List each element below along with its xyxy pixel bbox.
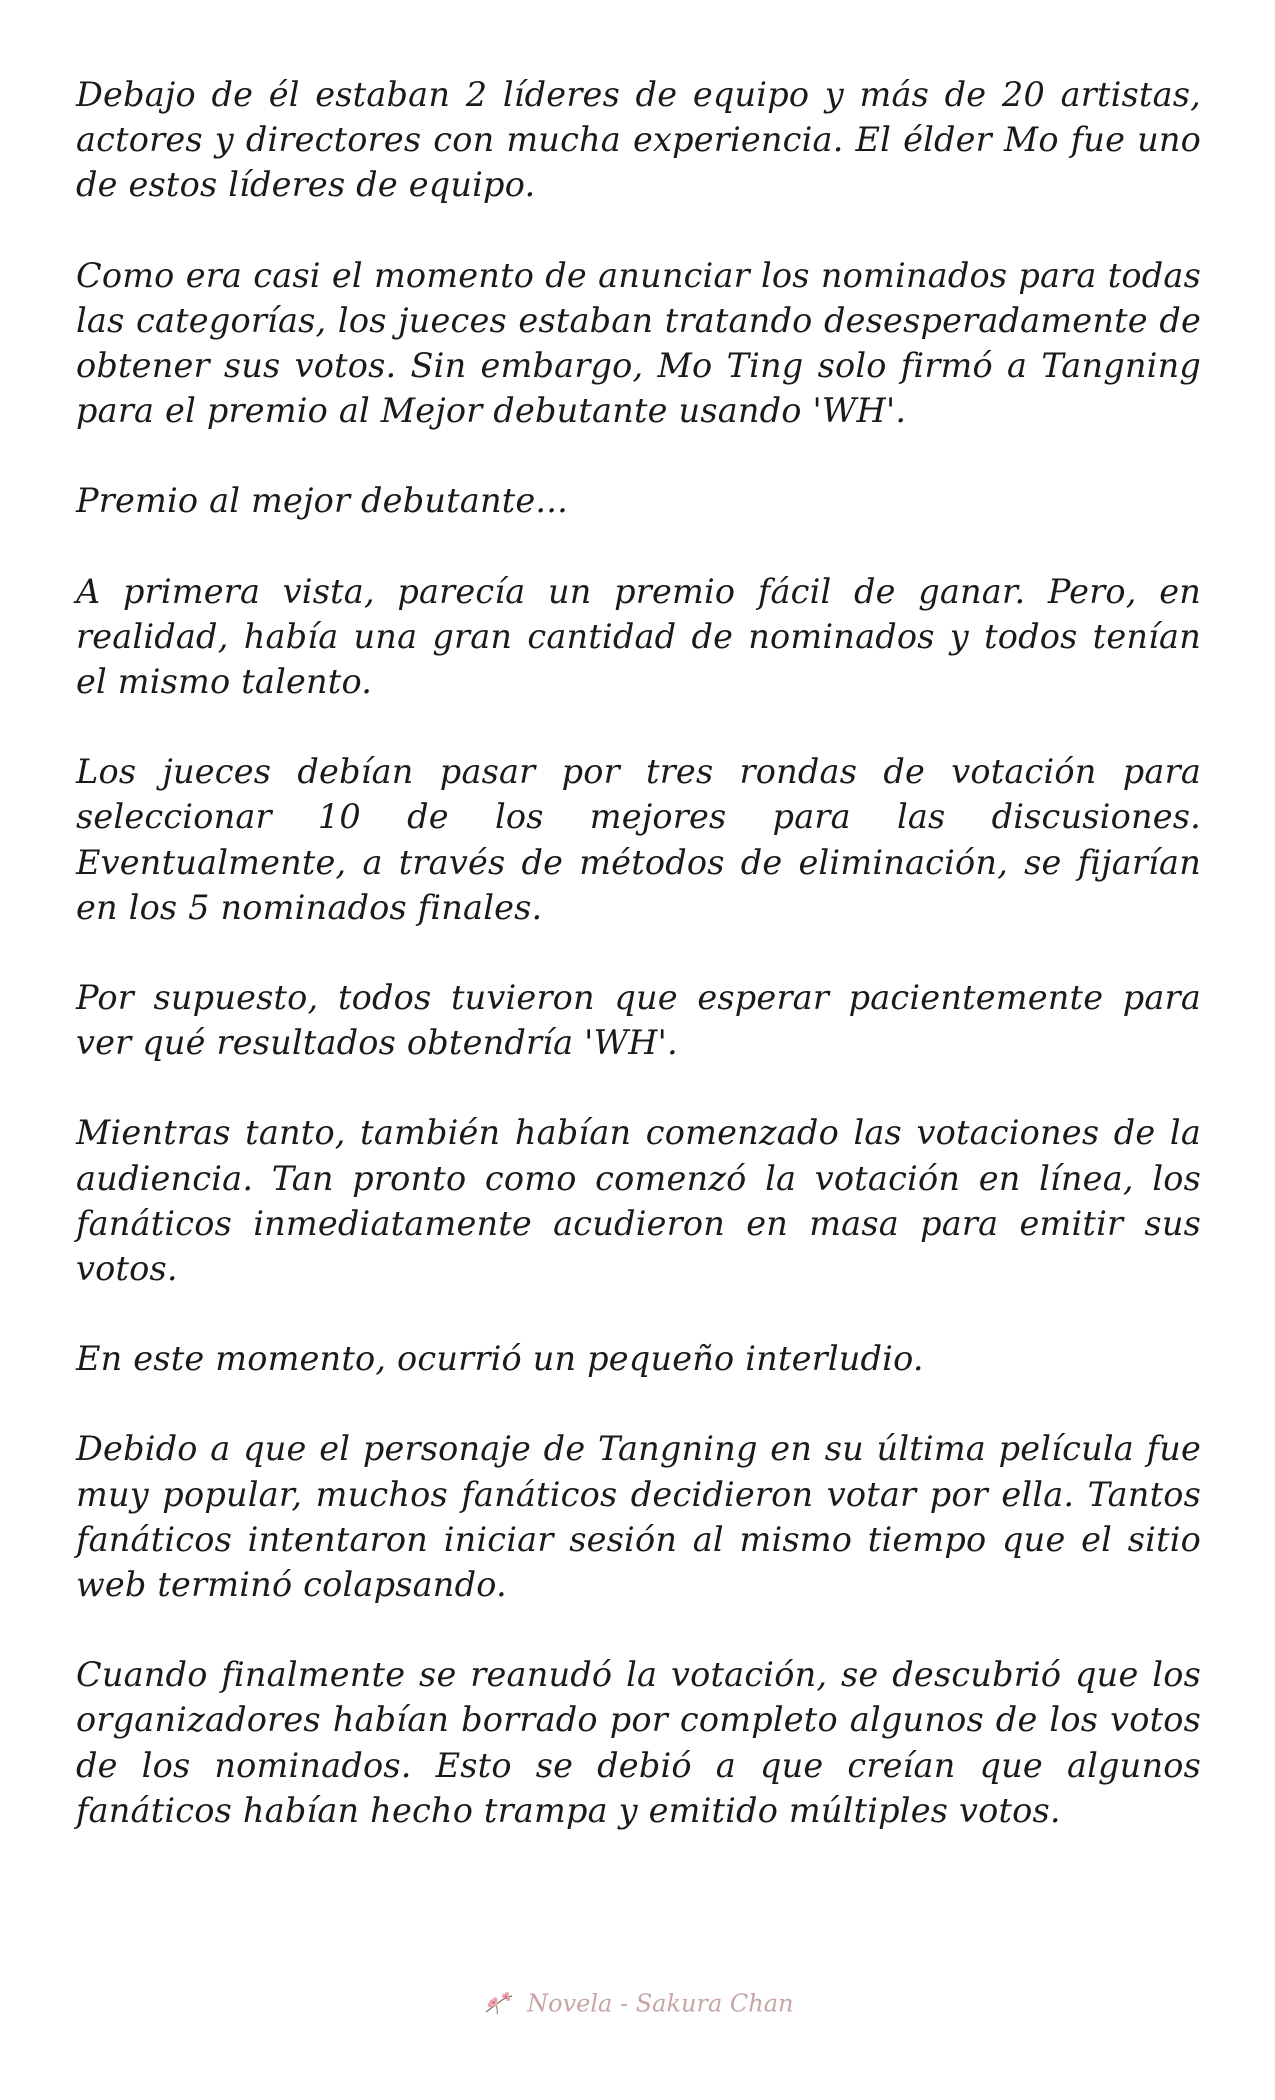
paragraph: Debido a que el personaje de Tangning en su última película fue muy popular, muchos fanáticos decidieron votar por ella. Tantos fanáticos intentaron iniciar sesión al mismo tiempo que el sitio web terminó colapsando. (76, 1429, 1201, 1605)
paragraph: Debajo de él estaban 2 líderes de equipo y más de 20 artistas, actores y directores con mucha experiencia. El élder Mo fue uno de estos líderes de equipo. (76, 75, 1201, 205)
chapter-text (76, 72, 1201, 1878)
watermark-text: Novela - Sakura Chan (527, 1989, 794, 2018)
paragraph: Premio al mejor debutante... (76, 481, 568, 521)
paragraph: Los jueces debían pasar por tres rondas de votación para seleccionar 10 de los mejores para las discusiones. Eventualmente, a través de métodos de eliminación, se fijarían en los 5 nominados finales. (76, 752, 1201, 927)
paragraph: Mientras tanto, también habían comenzado las votaciones de la audiencia. Tan pronto como comenzó la votación en línea, los fanáticos inmediatamente acudieron en masa para emitir sus votos. (76, 1113, 1201, 1289)
paragraph: A primera vista, parecía un premio fácil de ganar. Pero, en realidad, había una gran cantidad de nominados y todos tenían el mismo talento. (76, 571, 1201, 702)
sakura-flower-icon (482, 1990, 516, 2018)
paragraph: En este momento, ocurrió un pequeño interludio. (76, 1339, 924, 1379)
paragraph: Por supuesto, todos tuvieron que esperar pacientemente para ver qué resultados obtendría 'WH'. (76, 978, 1201, 1063)
watermark-footer (0, 1988, 1275, 2018)
paragraph: Cuando finalmente se reanudó la votación, se descubrió que los organizadores habían borrado por completo algunos de los votos de los nominados. Esto se debió a que creían que algunos fanáticos habían hecho trampa y emitido múltiples votos. (76, 1655, 1201, 1830)
paragraph: Como era casi el momento de anunciar los nominados para todas las categorías, los jueces estaban tratando desesperadamente de obtener sus votos. Sin embargo, Mo Ting solo firmó a Tangning para el premio al Mejor debutante usando 'WH'. (76, 255, 1201, 431)
